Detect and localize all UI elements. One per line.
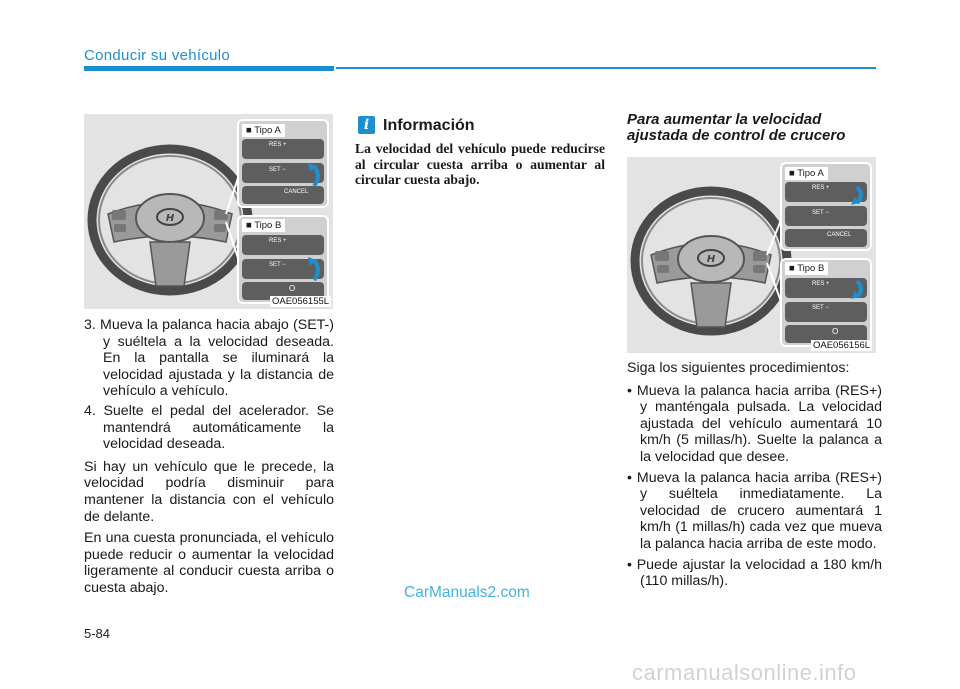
res-button-label: RES + bbox=[269, 142, 287, 148]
steering-wheel-figure-right bbox=[627, 157, 876, 353]
watermark-carmanuals2: CarManuals2.com bbox=[404, 584, 530, 601]
cancel-button-label-right: CANCEL bbox=[827, 232, 852, 238]
info-text: La velocidad del vehículo puede reducirse al circular cuesta arriba o aumentar al circular cuesta abajo. bbox=[355, 141, 605, 188]
type-b-label: ■ Tipo B bbox=[242, 219, 285, 232]
header-rule-thin bbox=[336, 67, 876, 69]
o-button-label-right: O bbox=[832, 327, 839, 336]
figure-code-right: OAE056156L bbox=[813, 340, 871, 351]
watermark-carmanualsonline: carmanualsonline.info bbox=[632, 660, 857, 685]
type-b-label-right: ■ Tipo B bbox=[785, 262, 828, 275]
type-a-label: ■ Tipo A bbox=[242, 124, 285, 137]
svg-text:H: H bbox=[706, 254, 716, 265]
paragraph-steep-slope: En una cuesta pronunciada, el vehículo puede reducir o aumentar la velocidad ligeramente al conducir cuesta arriba o cuesta abajo. bbox=[84, 530, 334, 596]
steering-wheel-illustration-right bbox=[627, 157, 876, 353]
svg-text:H: H bbox=[165, 213, 175, 224]
set-button-label: SET − bbox=[269, 167, 286, 173]
set-button-label-right: SET − bbox=[812, 210, 829, 216]
steering-wheel-figure-left bbox=[84, 114, 333, 309]
right-column-text bbox=[627, 360, 882, 594]
page-number: 5-84 bbox=[84, 626, 111, 641]
figure-code: OAE056155L bbox=[272, 296, 330, 307]
info-title: Información bbox=[383, 117, 475, 134]
step-4: 4. Suelte el pedal del acelerador. Se mantendrá automáticamente la velocidad deseada. bbox=[84, 402, 334, 453]
subsection-title: Para aumentar la velocidad ajustada de control de crucero bbox=[627, 111, 846, 144]
res-button-label-b: RES + bbox=[269, 238, 287, 244]
set-button-label-right-b: SET − bbox=[812, 305, 829, 311]
bullet-max-speed: • Puede ajustar la velocidad a 180 km/h (110 millas/h). bbox=[627, 556, 882, 590]
res-button-label-right: RES + bbox=[812, 185, 830, 191]
steering-wheel-illustration bbox=[84, 114, 333, 309]
left-column-text bbox=[84, 317, 334, 602]
cancel-button-label: CANCEL bbox=[284, 189, 309, 195]
set-button-label-b: SET − bbox=[269, 262, 286, 268]
bullet-hold-res: • Mueva la palanca hacia arriba (RES+) y manténgala pulsada. La velocidad ajustada del vehículo aumentará 10 km/h (5 millas/h). Suelte la palanca a la velocidad que desee. bbox=[627, 382, 882, 465]
paragraph-vehicle-ahead: Si hay un vehículo que le precede, la velocidad podría disminuir para mantener la distancia con el vehículo de delante. bbox=[84, 458, 334, 525]
header-rule-thick bbox=[84, 66, 334, 71]
bullet-tap-res: • Mueva la palanca hacia arriba (RES+) y suéltela inmediatamente. La velocidad de crucero aumentará 1 km/h (1 millas/h) cada vez que mueva la palanca hacia arriba de este modo. bbox=[627, 469, 882, 552]
o-button-label: O bbox=[289, 284, 296, 293]
res-button-label-right-b: RES + bbox=[812, 281, 830, 287]
info-icon: i bbox=[358, 116, 375, 134]
step-3: 3. Mueva la palanca hacia abajo (SET-) y suéltela a la velocidad deseada. En la pantalla se iluminará la velocidad ajustada y la distancia de vehículo a vehículo. bbox=[84, 317, 334, 400]
type-a-label-right: ■ Tipo A bbox=[785, 167, 828, 180]
section-title: Conducir su vehículo bbox=[84, 47, 231, 64]
procedures-intro: Siga los siguientes procedimientos: bbox=[627, 360, 850, 376]
